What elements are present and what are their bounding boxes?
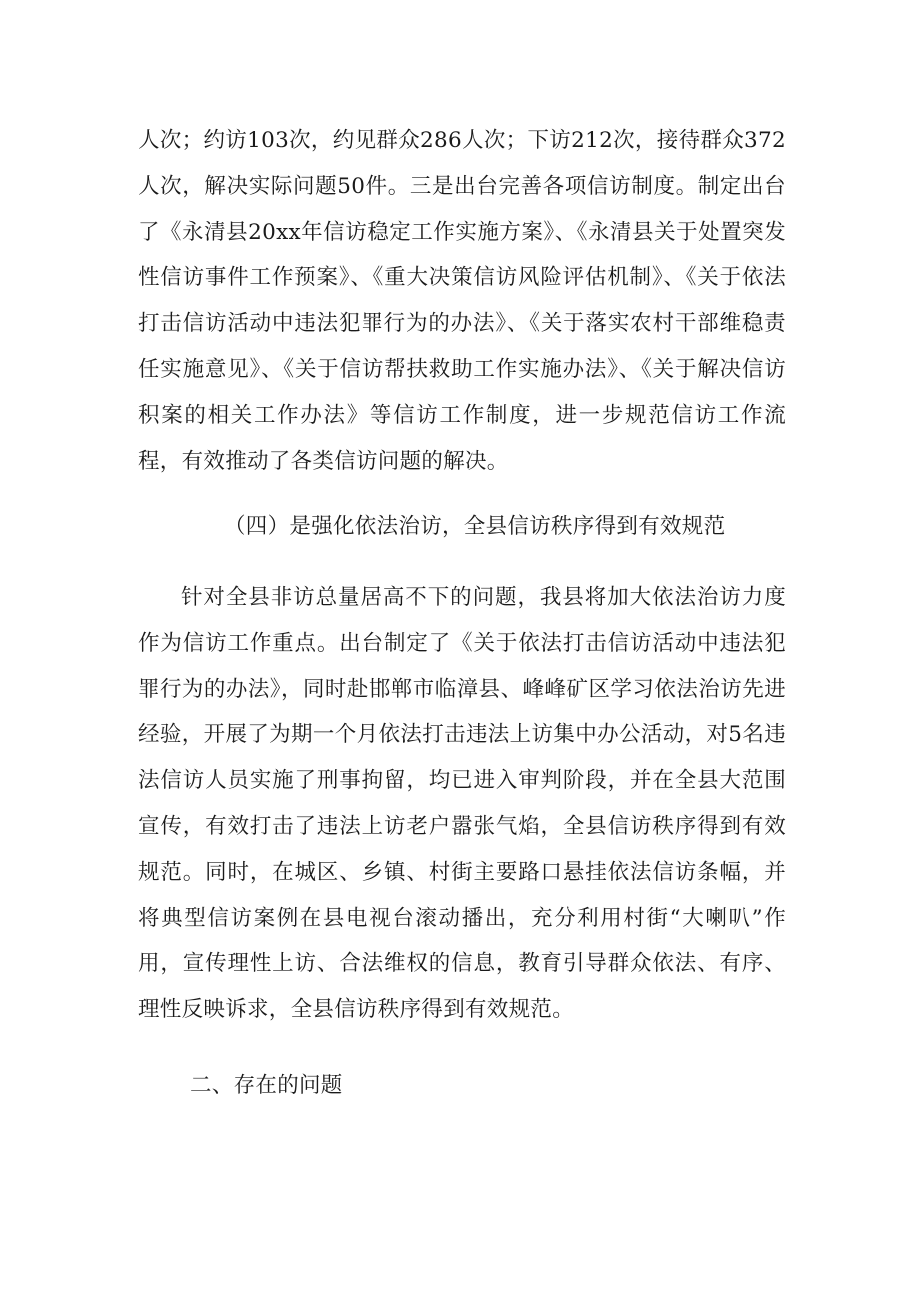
subheading-lawful-petition: （四）是强化依法治访，全县信访秩序得到有效规范: [224, 514, 726, 539]
body-paragraph-petition-system: 人次；约访103次，约见群众286人次；下访212次，接待群众372人次，解决实际问题50件。三是出台完善各项信访制度。制定出台了《永清县20xx年信访稳定工作实施方案》、《永清县关于处置突发性信访事件工作预案》、《重大决策信访风险评估机制》、《关于依法打击信访活动中违法犯罪行为的办法》、《关于落实农村干部维稳责任实施意见》、《关于信访帮扶救助工作实施办法》、《关于解决信访积案的相关工作办法》等信访工作制度，进一步规范信访工作流程，有效推动了各类信访问题的解决。: [138, 128, 786, 474]
body-paragraph-lawful-governance: 针对全县非访总量居高不下的问题，我县将加大依法治访力度作为信访工作重点。出台制定了《关于依法打击信访活动中违法犯罪行为的办法》，同时赴邯郸市临漳县、峰峰矿区学习依法治访先进经验，开展了为期一个月依法打击违法上访集中办公活动，对5名违法信访人员实施了刑事拘留，均已进入审判阶段，并在全县大范围宣传，有效打击了违法上访老户嚣张气焰，全县信访秩序得到有效规范。同时，在城区、乡镇、村街主要路口悬挂依法信访条幅，并将典型信访案例在县电视台滚动播出，充分利用村街“大喇叭”作用，宣传理性上访、合法维权的信息，教育引导群众依法、有序、理性反映诉求，全县信访秩序得到有效规范。: [138, 585, 786, 1023]
section-heading-existing-problems: 二、存在的问题: [190, 1073, 343, 1098]
